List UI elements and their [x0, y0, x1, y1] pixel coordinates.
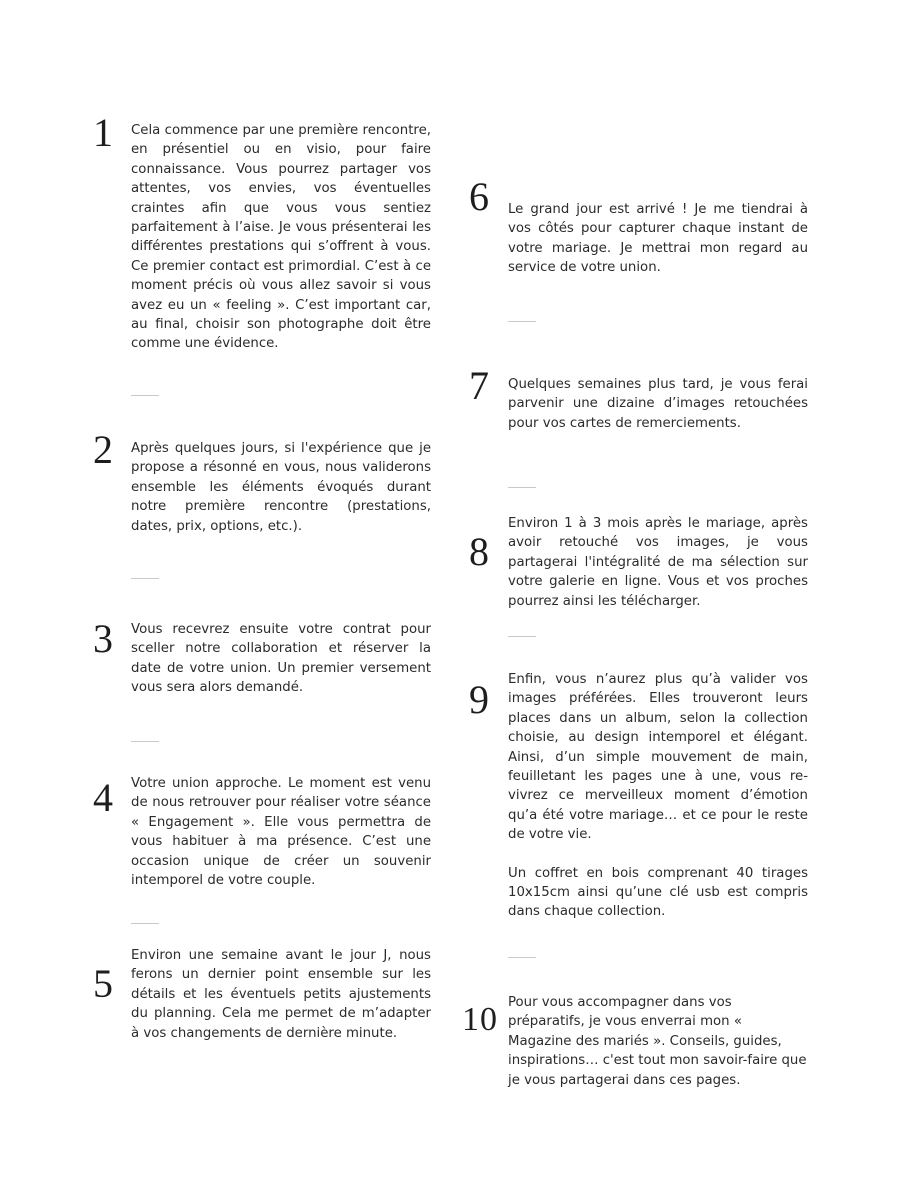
- step-number: 1: [93, 110, 113, 155]
- step-paragraph: Vous recevrez ensuite votre contrat pour sceller notre collaboration et réserver la date de votre union. Un premier versement vous sera alors demandé.: [131, 622, 431, 696]
- step-paragraph: Le grand jour est arrivé ! Je me tiendrai à vos côtés pour capturer chaque instant de votre mariage. Je mettrai mon regard au service de votre union.: [508, 202, 808, 276]
- divider: [508, 957, 536, 958]
- step-paragraph: Un coffret en bois comprenant 40 tirages 10x15cm ainsi qu’une clé usb est compris dans chaque collection.: [508, 865, 808, 920]
- step-number: 10: [462, 1001, 498, 1038]
- step-paragraph: Environ 1 à 3 mois après le mariage, après avoir retouché vos images, je vous partagerai l'intégralité de ma sélection sur votre galerie en ligne. Vous et vos proches pourrez ainsi les télécharger.: [508, 516, 808, 609]
- divider: [131, 923, 159, 924]
- step-paragraph: Votre union approche. Le moment est venu de nous retrouver pour réaliser votre séance « Engagement ». Elle vous permettra de vous habituer à ma présence. C’est une occasion unique de créer un souvenir intemporel de votre couple.: [131, 776, 431, 889]
- step-paragraph: Enfin, vous n’aurez plus qu’à valider vos images préférées. Elles trouveront leurs places dans un album, selon la collection choisie, au design intemporel et élégant. Ainsi, d’un simple mouvement de main, feuilletant les pages une à une, vous re-vivrez ce merveilleux moment d’émotion qu’a été votre mariage… et ce pour le reste de votre vie.: [508, 672, 808, 843]
- step-number: 7: [469, 363, 489, 408]
- step-text: [131, 121, 431, 354]
- step-text: [508, 375, 808, 433]
- step-number: 2: [93, 427, 113, 472]
- step-number: 9: [469, 677, 489, 722]
- step-text: [131, 774, 431, 890]
- step-text: [131, 620, 431, 698]
- step-number: 3: [93, 616, 113, 661]
- step-text: [508, 200, 808, 278]
- step-number: 4: [93, 775, 113, 820]
- step-text: [131, 946, 431, 1043]
- step-text: [508, 670, 808, 922]
- divider: [131, 578, 159, 579]
- step-text: [508, 514, 808, 611]
- step-number: 8: [469, 529, 489, 574]
- divider: [131, 741, 159, 742]
- divider: [508, 636, 536, 637]
- divider: [508, 321, 536, 322]
- divider: [508, 487, 536, 488]
- step-text: [508, 993, 808, 1090]
- step-paragraph: Pour vous accompagner dans vos préparatifs, je vous enverrai mon « Magazine des mariés ». Conseils, guides, inspirations… c'est tout mon savoir-faire que je vous partagerai dans ces pages.: [508, 995, 807, 1088]
- step-number: 6: [469, 174, 489, 219]
- step-paragraph: Après quelques jours, si l'expérience que je propose a résonné en vous, nous validerons ensemble les éléments évoqués durant notre première rencontre (prestations, dates, prix, options, etc.).: [131, 441, 431, 534]
- step-text: [131, 439, 431, 536]
- step-paragraph: Cela commence par une première rencontre, en présentiel ou en visio, pour faire connaissance. Vous pourrez partager vos attentes, vos envies, vos éventuelles craintes afin que vous vous sentiez parfaitement à l’aise. Je vous présenterai les différentes prestations qui s’offrent à vous. Ce premier contact est primordial. C’est à ce moment précis où vous allez savoir si vous avez eu un « feeling ». C’est important car, au final, choisir son photographe doit être comme une évidence.: [131, 123, 431, 352]
- divider: [131, 395, 159, 396]
- step-paragraph: Quelques semaines plus tard, je vous ferai parvenir une dizaine d’images retouchées pour vos cartes de remerciements.: [508, 377, 808, 431]
- step-number: 5: [93, 961, 113, 1006]
- step-paragraph: Environ une semaine avant le jour J, nous ferons un dernier point ensemble sur les détails et les éventuels petits ajustements du planning. Cela me permet de m’adapter à vos changements de dernière minute.: [131, 948, 431, 1041]
